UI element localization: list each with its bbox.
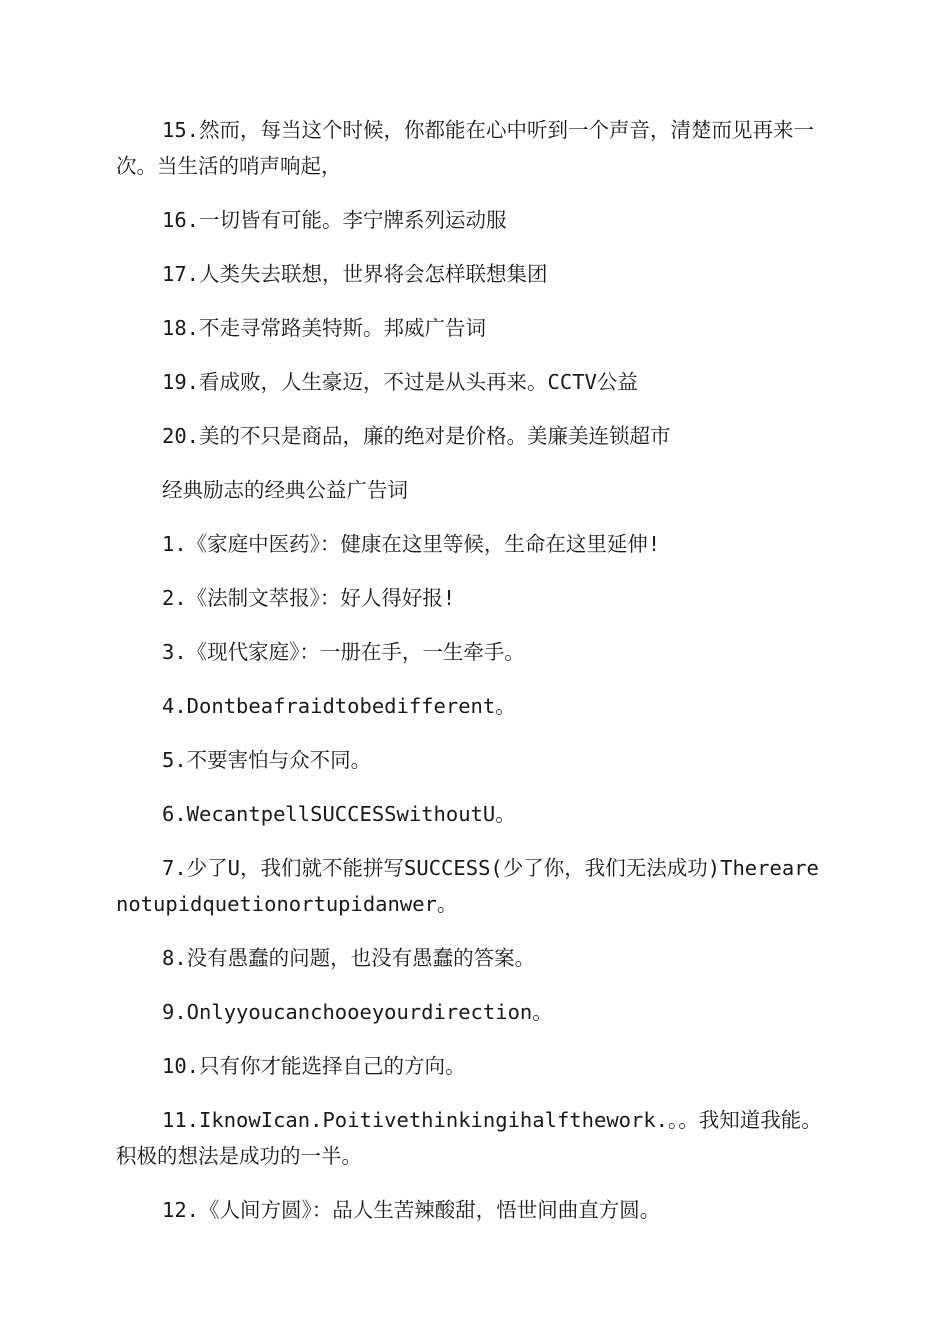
- paragraph-7: 7.少了U，我们就不能拼写SUCCESS(少了你，我们无法成功)Therearenotupidquetionortupidanwer。: [116, 856, 819, 916]
- paragraph-10: 10.只有你才能选择自己的方向。: [162, 1054, 466, 1078]
- paragraph-1: 1.《家庭中医药》：健康在这里等候，生命在这里延伸!: [162, 532, 661, 556]
- paragraph-15: 15.然而，每当这个时候，你都能在心中听到一个声音，清楚而见再来一次。当生活的哨声响起，: [116, 118, 815, 178]
- paragraph-19: 19.看成败，人生豪迈，不过是从头再来。CCTV公益: [162, 370, 638, 394]
- paragraph-3: 3.《现代家庭》：一册在手，一生牵手。: [162, 640, 525, 664]
- paragraph-2: 2.《法制文萃报》：好人得好报!: [162, 586, 456, 610]
- section-heading: 经典励志的经典公益广告词: [162, 478, 408, 502]
- paragraph-9: 9.Onlyyoucanchooeyourdirection。: [162, 1000, 553, 1024]
- paragraph-6: 6.WecantpellSUCCESSwithoutU。: [162, 802, 516, 826]
- paragraph-20: 20.美的不只是商品，廉的绝对是价格。美廉美连锁超市: [162, 424, 671, 448]
- paragraph-4: 4.Dontbeafraidtobedifferent。: [162, 694, 516, 718]
- paragraph-8: 8.没有愚蠢的问题，也没有愚蠢的答案。: [162, 946, 536, 970]
- paragraph-17: 17.人类失去联想，世界将会怎样联想集团: [162, 262, 548, 286]
- paragraph-11: 11.IknowIcan.Poitivethinkingihalfthework.。。我知道我能。积极的想法是成功的一半。: [116, 1108, 822, 1168]
- paragraph-12: 12.《人间方圆》：品人生苦辣酸甜，悟世间曲直方圆。: [162, 1198, 661, 1222]
- paragraph-5: 5.不要害怕与众不同。: [162, 748, 372, 772]
- paragraph-16: 16.一切皆有可能。李宁牌系列运动服: [162, 208, 507, 232]
- paragraph-18: 18.不走寻常路美特斯。邦威广告词: [162, 316, 487, 340]
- document-body: [116, 112, 828, 1246]
